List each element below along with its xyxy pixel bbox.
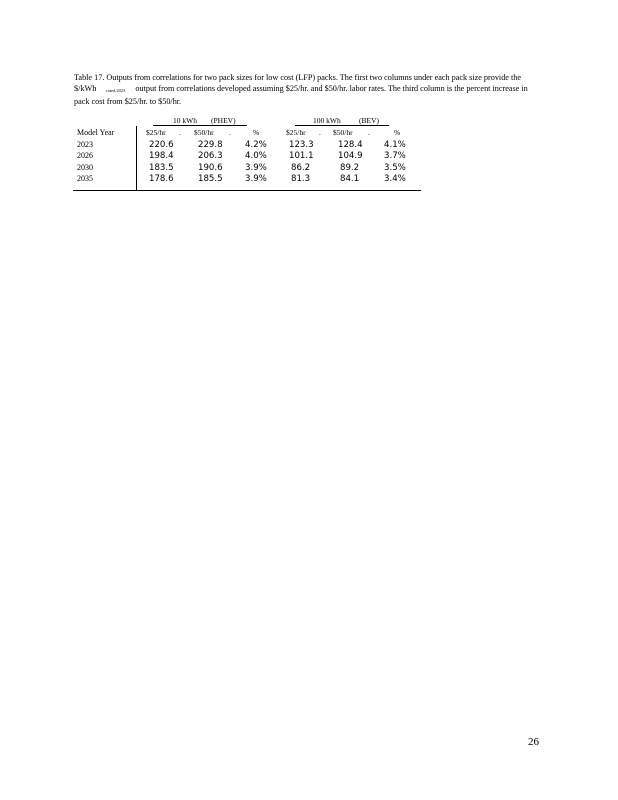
group-header-10kwh [153,116,247,126]
header-dot: . [368,128,370,137]
row-10kwh-25hr: 183.5 [149,163,174,173]
row-10kwh-pct: 3.9% [245,163,267,173]
group-header-100kwh [295,116,389,126]
caption-text-part1: Table 17. Outputs from correlations for two pack sizes for low cost (LFP) packs. The first two columns under each pack size provide the $/kWh [74,73,521,93]
header-10kwh-50hr: $50/hr [194,128,214,137]
row-100kwh-50hr: 128.4 [338,140,363,150]
page-number: 26 [528,736,539,748]
row-10kwh-50hr: 185.5 [198,174,223,184]
caption-text-part2: output from correlations developed assuming $25/hr. and $50/hr. labor rates. The third column is the percent increase in pack cost from $25/hr. to $50/hr. [74,84,528,106]
table-row [73,140,421,150]
row-10kwh-50hr: 229.8 [198,140,223,150]
row-100kwh-25hr: 123.3 [289,140,314,150]
table-row [73,151,421,161]
header-10kwh-pct: % [253,128,260,137]
row-year: 2023 [77,140,93,149]
header-dot: . [229,128,231,137]
row-10kwh-pct: 3.9% [245,174,267,184]
table-caption [74,72,534,107]
row-10kwh-25hr: 178.6 [149,174,174,184]
row-100kwh-pct: 3.5% [384,163,406,173]
header-model-year: Model Year [77,128,115,137]
row-10kwh-pct: 4.0% [245,151,267,161]
group1-size: 10 kWh [173,116,197,125]
header-100kwh-pct: % [394,128,401,137]
row-100kwh-25hr: 101.1 [289,151,314,161]
row-10kwh-25hr: 198.4 [149,151,174,161]
header-100kwh-50hr: $50/hr [333,128,353,137]
row-year: 2026 [77,151,93,160]
group1-type: (PHEV) [211,116,236,125]
results-table [73,116,421,192]
header-10kwh-25hr: $25/hr [146,128,166,137]
row-10kwh-25hr: 220.6 [149,140,174,150]
row-100kwh-25hr: 81.3 [291,174,311,184]
row-10kwh-pct: 4.2% [245,140,267,150]
row-100kwh-50hr: 89.2 [340,163,360,173]
row-100kwh-pct: 3.4% [384,174,406,184]
header-dot: . [179,128,181,137]
header-100kwh-25hr: $25/hr [286,128,306,137]
group2-size: 100 kWh [313,116,341,125]
row-100kwh-pct: 3.7% [384,151,406,161]
row-year: 2035 [77,174,93,183]
caption-subscript: rated,2023 [106,88,126,93]
row-year: 2030 [77,163,93,172]
row-100kwh-pct: 4.1% [384,140,406,150]
row-10kwh-50hr: 206.3 [198,151,223,161]
header-dot: . [319,128,321,137]
table-bottom-rule [73,190,421,191]
row-100kwh-25hr: 86.2 [291,163,311,173]
group2-type: (BEV) [359,116,379,125]
row-10kwh-50hr: 190.6 [198,163,223,173]
table-row [73,174,421,184]
row-100kwh-50hr: 104.9 [338,151,363,161]
table-row [73,163,421,173]
row-100kwh-50hr: 84.1 [340,174,360,184]
